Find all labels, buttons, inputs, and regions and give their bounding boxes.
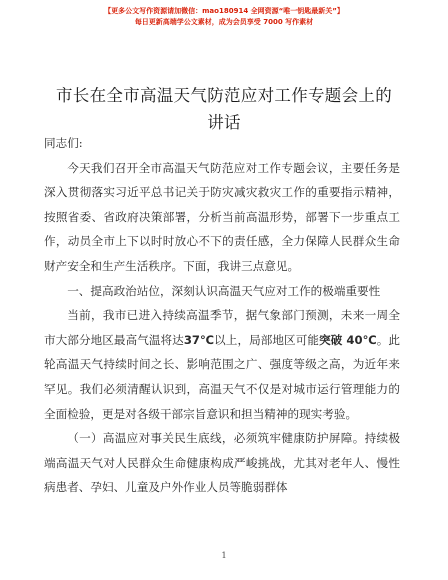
temperature-value-1: 37℃ [183, 332, 215, 347]
salutation: 同志们: [44, 136, 83, 150]
document-body [44, 131, 400, 500]
subsection-heading-1: （一）高温应对事关民生底线，必须筑牢健康防护屏障。持续极端高温天气对人民群众生命健康构成严峻挑战，尤其对老年人、慢性病患者、孕妇、儿童及户外作业人员等脆弱群体 [44, 431, 400, 495]
document-title [30, 82, 418, 136]
document-title-line-2: 讲话 [207, 113, 241, 132]
situation-text-c: 。此轮高温天气持续时间之长、影响范围之广、强度等级之高，为近年来罕见。我们必须清醒认识到，高温天气不仅是对城市运行管理能力的全面检验，更是对各级干部宗旨意识和担当精神的现实考验。 [44, 332, 400, 421]
document-title-line-1: 市长在全市高温天气防范应对工作专题会上的 [56, 86, 392, 105]
page-number: 1 [221, 551, 227, 560]
promo-banner-line-2: 每日更新高端学公文素材，成为会员享受 7000 写作素材 [134, 18, 314, 26]
situation-text-b: 以上，局部地区可能 [214, 332, 320, 347]
paragraph-intro: 今天我们召开全市高温天气防范应对工作专题会议，主要任务是深入贯彻落实习近平总书记关于防灾减灾救灾工作的重要指示精神，按照省委、省政府决策部署，分析当前高温形势，部署下一步重点工作，动员全市上下以时时放心不下的责任感，全力保障人民群众生命财产安全和生产生活秩序。下面，我讲三点意见。 [44, 160, 400, 273]
temperature-value-2: 突破 40℃ [319, 332, 377, 347]
promo-banner-line-1: 【更多公文写作资源请加微信：mao180914 全网资源“唯一钥匙最新关”】 [104, 7, 344, 15]
situation-text-a: 当前，我市已进入持续高温季节，据气象部门预测，未来一周全市大部分地区最高气温将达 [44, 308, 400, 347]
promo-banner [0, 6, 448, 28]
section-heading-1: 一、提高政治站位，深刻认识高温天气应对工作的极端重要性 [67, 283, 381, 298]
paragraph-situation [44, 303, 400, 426]
